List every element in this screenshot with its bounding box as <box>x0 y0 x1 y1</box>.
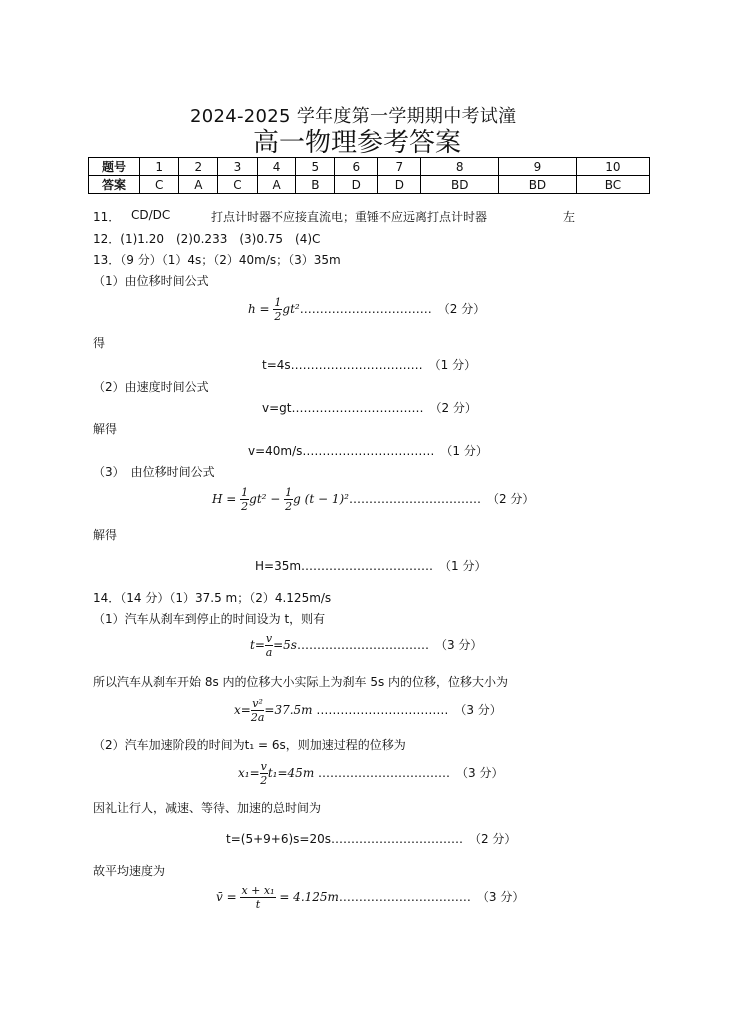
question-number-cell: 10 <box>576 158 649 176</box>
fraction: $\frac{v}{2}$ <box>260 760 268 787</box>
q14-equation-3: x₁= $\frac{v}{2}$ t₁=45m …………………………… （3 分） <box>238 760 504 787</box>
q13-equation-2: t=4s…………………………… （1 分） <box>262 358 477 372</box>
q14-part3-text: （2）汽车加速阶段的时间为t₁ = 6s，则加速过程的位移为 <box>93 738 406 752</box>
exam-title: 2024-2025 学年度第一学期期中考试潼 <box>190 106 517 127</box>
answer-cell: D <box>335 176 378 194</box>
q13-equation-3: v=gt…………………………… （2 分） <box>262 401 477 415</box>
q14-equation-1: t= $\frac{v}{a}$ =5s…………………………… （3 分） <box>250 632 483 659</box>
table-header-cell: 答案 <box>89 176 140 194</box>
question-number-cell: 1 <box>140 158 179 176</box>
table-row <box>89 158 650 176</box>
answer-cell: A <box>257 176 296 194</box>
q13-heading: 13．（9 分）（1）4s；（2）40m/s；（3）35m <box>93 253 341 267</box>
answer-cell: D <box>378 176 421 194</box>
table-row <box>89 176 650 194</box>
fraction: $\frac{1}{2}$ <box>285 486 293 513</box>
q13-jie-1: 解得 <box>93 422 118 436</box>
q13-equation-6: H=35m…………………………… （1 分） <box>255 559 487 573</box>
answer-cell: BC <box>576 176 649 194</box>
q11-answer-2: 打点计时器不应接直流电；重锤不应远离打点计时器 <box>211 210 488 224</box>
q13-equation-1: h = $\frac{1}{2}$ gt²…………………………… （2 分） <box>248 296 486 323</box>
question-number-cell: 7 <box>378 158 421 176</box>
q14-heading: 14．（14 分）（1）37.5 m；（2）4.125m/s <box>93 591 332 605</box>
q14-part5-text: 故平均速度为 <box>93 864 166 878</box>
q13-equation-5: H = $\frac{1}{2}$ gt² − $\frac{1}{2}$ g (t − 1)²…………………………… （2 分） <box>212 486 535 513</box>
q13-part3-text: （3） 由位移时间公式 <box>93 465 215 479</box>
q14-equation-4: t=(5+9+6)s=20s…………………………… （2 分） <box>226 832 517 846</box>
question-number-cell: 4 <box>257 158 296 176</box>
table-header-cell: 题号 <box>89 158 140 176</box>
answer-cell: C <box>218 176 257 194</box>
q12-answer: 12．(1)1.20 (2)0.233 (3)0.75 (4)C <box>93 232 321 246</box>
page-title: 高一物理参考答案 <box>253 128 462 158</box>
answer-table <box>88 157 650 194</box>
q14-part1-text: （1）汽车从刹车到停止的时间设为 t，则有 <box>93 612 326 626</box>
fraction: $\frac{1}{2}$ <box>274 296 282 323</box>
q11-number: 11． <box>93 210 121 224</box>
question-number-cell: 9 <box>499 158 577 176</box>
answer-cell: C <box>140 176 179 194</box>
q13-de: 得 <box>93 336 106 350</box>
answer-cell: A <box>179 176 218 194</box>
question-number-cell: 3 <box>218 158 257 176</box>
fraction: $\frac{\text{x + x₁}}{t}$ <box>241 884 275 911</box>
answer-cell: BD <box>499 176 577 194</box>
fraction: $\frac{1}{2}$ <box>241 486 249 513</box>
answer-cell: B <box>296 176 335 194</box>
q11-answer-1: CD/DC <box>131 208 171 222</box>
question-number-cell: 8 <box>421 158 499 176</box>
q13-part2-text: （2）由速度时间公式 <box>93 380 209 394</box>
q14-part2-text: 所以汽车从刹车开始 8s 内的位移大小实际上为刹车 5s 内的位移，位移大小为 <box>93 675 509 689</box>
question-number-cell: 6 <box>335 158 378 176</box>
q11-answer-3: 左 <box>563 210 576 224</box>
q13-equation-4: v=40m/s…………………………… （1 分） <box>248 444 488 458</box>
q14-equation-2: x= $\frac{\text{v²}}{2a}$ =37.5m …………………………… （3 分） <box>234 697 502 724</box>
q13-part1-text: （1）由位移时间公式 <box>93 274 209 288</box>
q13-jie-2: 解得 <box>93 528 118 542</box>
fraction: $\frac{v}{a}$ <box>265 632 273 659</box>
answer-cell: BD <box>421 176 499 194</box>
q14-equation-5: v̄ = $\frac{\text{x + x₁}}{t}$ = 4.125m…………………………… （3 分） <box>216 884 525 911</box>
question-number-cell: 2 <box>179 158 218 176</box>
q14-part4-text: 因礼让行人，减速、等待、加速的总时间为 <box>93 801 322 815</box>
question-number-cell: 5 <box>296 158 335 176</box>
fraction: $\frac{\text{v²}}{2a}$ <box>250 697 265 724</box>
